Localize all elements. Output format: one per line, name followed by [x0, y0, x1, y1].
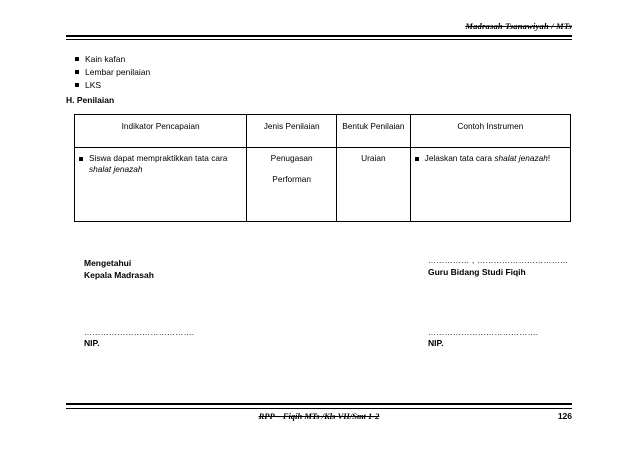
contoh-text: Jelaskan tata cara: [424, 153, 495, 163]
signature-left-heading: [84, 257, 154, 281]
contoh-end: !: [547, 153, 551, 163]
section-heading: H. Penilaian: [66, 95, 115, 105]
materials-list: [75, 53, 150, 92]
footer-rule-thin: [66, 408, 572, 409]
header-contoh: Contoh Instrumen: [410, 115, 570, 148]
indikator-italic: shalat jenazah: [89, 164, 143, 174]
contoh-italic: shalat jenazah: [494, 153, 548, 163]
cell-indikator: [75, 148, 247, 222]
sig-right-date-dots: …………… , ……………………………: [428, 256, 569, 265]
material-item-label: Lembar penilaian: [85, 67, 151, 77]
material-item-label: Kain kafan: [85, 54, 126, 64]
square-bullet-icon: [415, 157, 419, 161]
sig-right-title: Guru Bidang Studi Fiqih: [428, 267, 526, 277]
sig-right-nip: NIP.: [428, 338, 444, 348]
page-number: 126: [557, 411, 572, 421]
sig-left-dots: ………………………………….: [84, 328, 195, 337]
cell-bentuk: Uraian: [337, 148, 411, 222]
jenis-item: Penugasan: [270, 153, 313, 163]
square-bullet-icon: [75, 83, 79, 87]
indikator-text: Siswa dapat mempraktikkan tata cara: [89, 153, 228, 163]
list-item: [75, 66, 150, 79]
header-rule: [66, 35, 572, 37]
table-row: [75, 148, 571, 222]
square-bullet-icon: [75, 70, 79, 74]
sig-left-line2: Kepala Madrasah: [84, 270, 154, 280]
material-item-label: LKS: [85, 80, 102, 90]
sig-right-dots: ………………………………….: [428, 328, 539, 337]
header-rule-thin: [66, 39, 572, 40]
header-indikator: Indikator Pencapaian: [75, 115, 247, 148]
list-item: [75, 79, 150, 92]
square-bullet-icon: [75, 57, 79, 61]
sig-left-line1: Mengetahui: [84, 258, 132, 268]
square-bullet-icon: [79, 157, 83, 161]
header-school-title: Madrasah Tsanawiyah / MTs: [465, 21, 572, 31]
footer-rule: [66, 403, 572, 405]
header-bentuk: Bentuk Penilaian: [337, 115, 411, 148]
assessment-table: [74, 114, 571, 222]
cell-jenis: [247, 148, 337, 222]
sig-left-nip: NIP.: [84, 338, 100, 348]
header-jenis: Jenis Penilaian: [247, 115, 337, 148]
list-item: [75, 53, 150, 66]
table-header-row: [75, 115, 571, 148]
cell-contoh: [410, 148, 570, 222]
jenis-item: Performan: [272, 174, 312, 184]
footer-document-title: RPP – Fiqih MTs /Kls VII/Smt 1-2: [258, 411, 380, 421]
